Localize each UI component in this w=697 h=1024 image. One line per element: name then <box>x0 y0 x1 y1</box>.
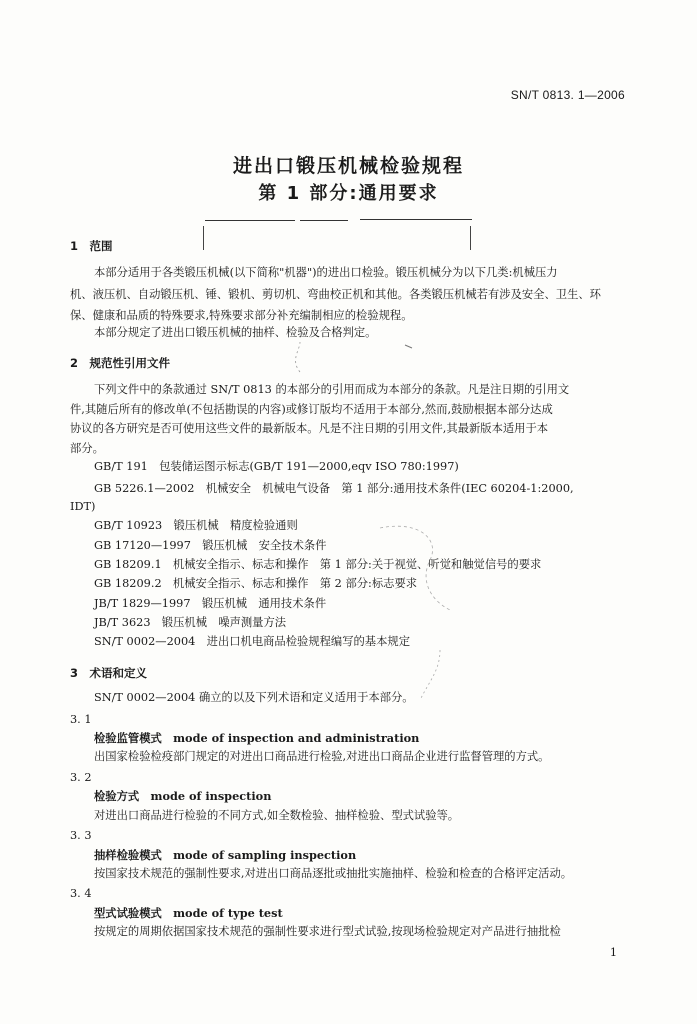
term-definition: 对进出口商品进行检验的不同方式,如全数检验、抽样检验、型式试验等。 <box>94 809 460 822</box>
section-1-text: 本部分适用于各类锻压机械(以下简称"机器")的进出口检验。锻压机械分为以下几类:机械压力 <box>94 266 558 279</box>
term-number: 3. 1 <box>70 713 92 726</box>
section-2-heading: 2 规范性引用文件 <box>70 356 171 370</box>
section-2-text: 协议的各方研究是否可使用这些文件的最新版本。凡是不注日期的引用文件,其最新版本适用于本 <box>70 422 549 435</box>
page-number: 1 <box>609 946 617 959</box>
document-subtitle: 第 1 部分:通用要求 <box>258 183 439 204</box>
scan-mark <box>470 226 471 250</box>
term-definition: 按规定的周期依据国家技术规范的强制性要求进行型式试验,按现场检验规定对产品进行抽批检 <box>94 925 561 938</box>
section-2-text: 下列文件中的条款通过 SN/T 0813 的本部分的引用而成为本部分的条款。凡是注日期的引用文 <box>94 383 570 396</box>
title-rule-segment <box>360 219 472 220</box>
reference-item: GB 18209.2 机械安全指示、标志和操作 第 2 部分:标志要求 <box>94 577 418 590</box>
term-number: 3. 2 <box>70 771 92 784</box>
term-title: 型式试验模式 mode of type test <box>94 906 283 920</box>
section-1-text: 保、健康和品质的特殊要求,特殊要求部分补充编制相应的检验规程。 <box>70 309 413 322</box>
reference-item: GB/T 10923 锻压机械 精度检验通则 <box>94 519 298 532</box>
section-2-text: 件,其随后所有的修改单(不包括勘误的内容)或修订版均不适用于本部分,然而,鼓励根据本部分达成 <box>70 403 553 416</box>
section-2-text: 部分。 <box>70 442 104 455</box>
section-1-heading: 1 范围 <box>70 239 113 253</box>
title-rule-segment <box>300 220 348 221</box>
term-definition: 按国家技术规范的强制性要求,对进出口商品逐批或抽批实施抽样、检验和检查的合格评定活动。 <box>94 867 573 880</box>
term-title: 检验监管模式 mode of inspection and administration <box>94 731 420 745</box>
term-number: 3. 4 <box>70 887 92 900</box>
section-1-text: 本部分规定了进出口锻压机械的抽样、检验及合格判定。 <box>94 326 377 339</box>
reference-item: IDT) <box>70 500 96 513</box>
reference-item: GB 18209.1 机械安全指示、标志和操作 第 1 部分:关于视觉、听觉和触觉信号的要求 <box>94 558 542 571</box>
term-definition: 出国家检验检疫部门规定的对进出口商品进行检验,对进出口商品企业进行监督管理的方式。 <box>94 750 550 763</box>
term-title: 抽样检验模式 mode of sampling inspection <box>94 848 357 862</box>
reference-item: GB/T 191 包装储运图示标志(GB/T 191—2000,eqv ISO 780:1997) <box>94 460 459 473</box>
reference-item: JB/T 3623 锻压机械 噪声测量方法 <box>94 616 287 629</box>
reference-item: GB 5226.1—2002 机械安全 机械电气设备 第 1 部分:通用技术条件(IEC 60204-1:2000, <box>94 482 574 495</box>
reference-item: JB/T 1829—1997 锻压机械 通用技术条件 <box>94 597 327 610</box>
section-3-intro: SN/T 0002—2004 确立的以及下列术语和定义适用于本部分。 <box>94 691 414 704</box>
reference-item: GB 17120—1997 锻压机械 安全技术条件 <box>94 539 327 552</box>
standard-code: SN/T 0813. 1—2006 <box>510 88 625 102</box>
term-title: 检验方式 mode of inspection <box>94 789 272 803</box>
title-rule-segment <box>205 220 295 221</box>
reference-item: SN/T 0002—2004 进出口机电商品检验规程编写的基本规定 <box>94 635 410 648</box>
document-title: 进出口锻压机械检验规程 <box>232 155 464 177</box>
scan-mark <box>203 226 204 250</box>
section-3-heading: 3 术语和定义 <box>70 666 148 680</box>
term-number: 3. 3 <box>70 829 92 842</box>
section-1-text: 机、液压机、自动锻压机、锤、锻机、剪切机、弯曲校正机和其他。各类锻压机械若有涉及安全、卫生、环 <box>70 288 601 301</box>
